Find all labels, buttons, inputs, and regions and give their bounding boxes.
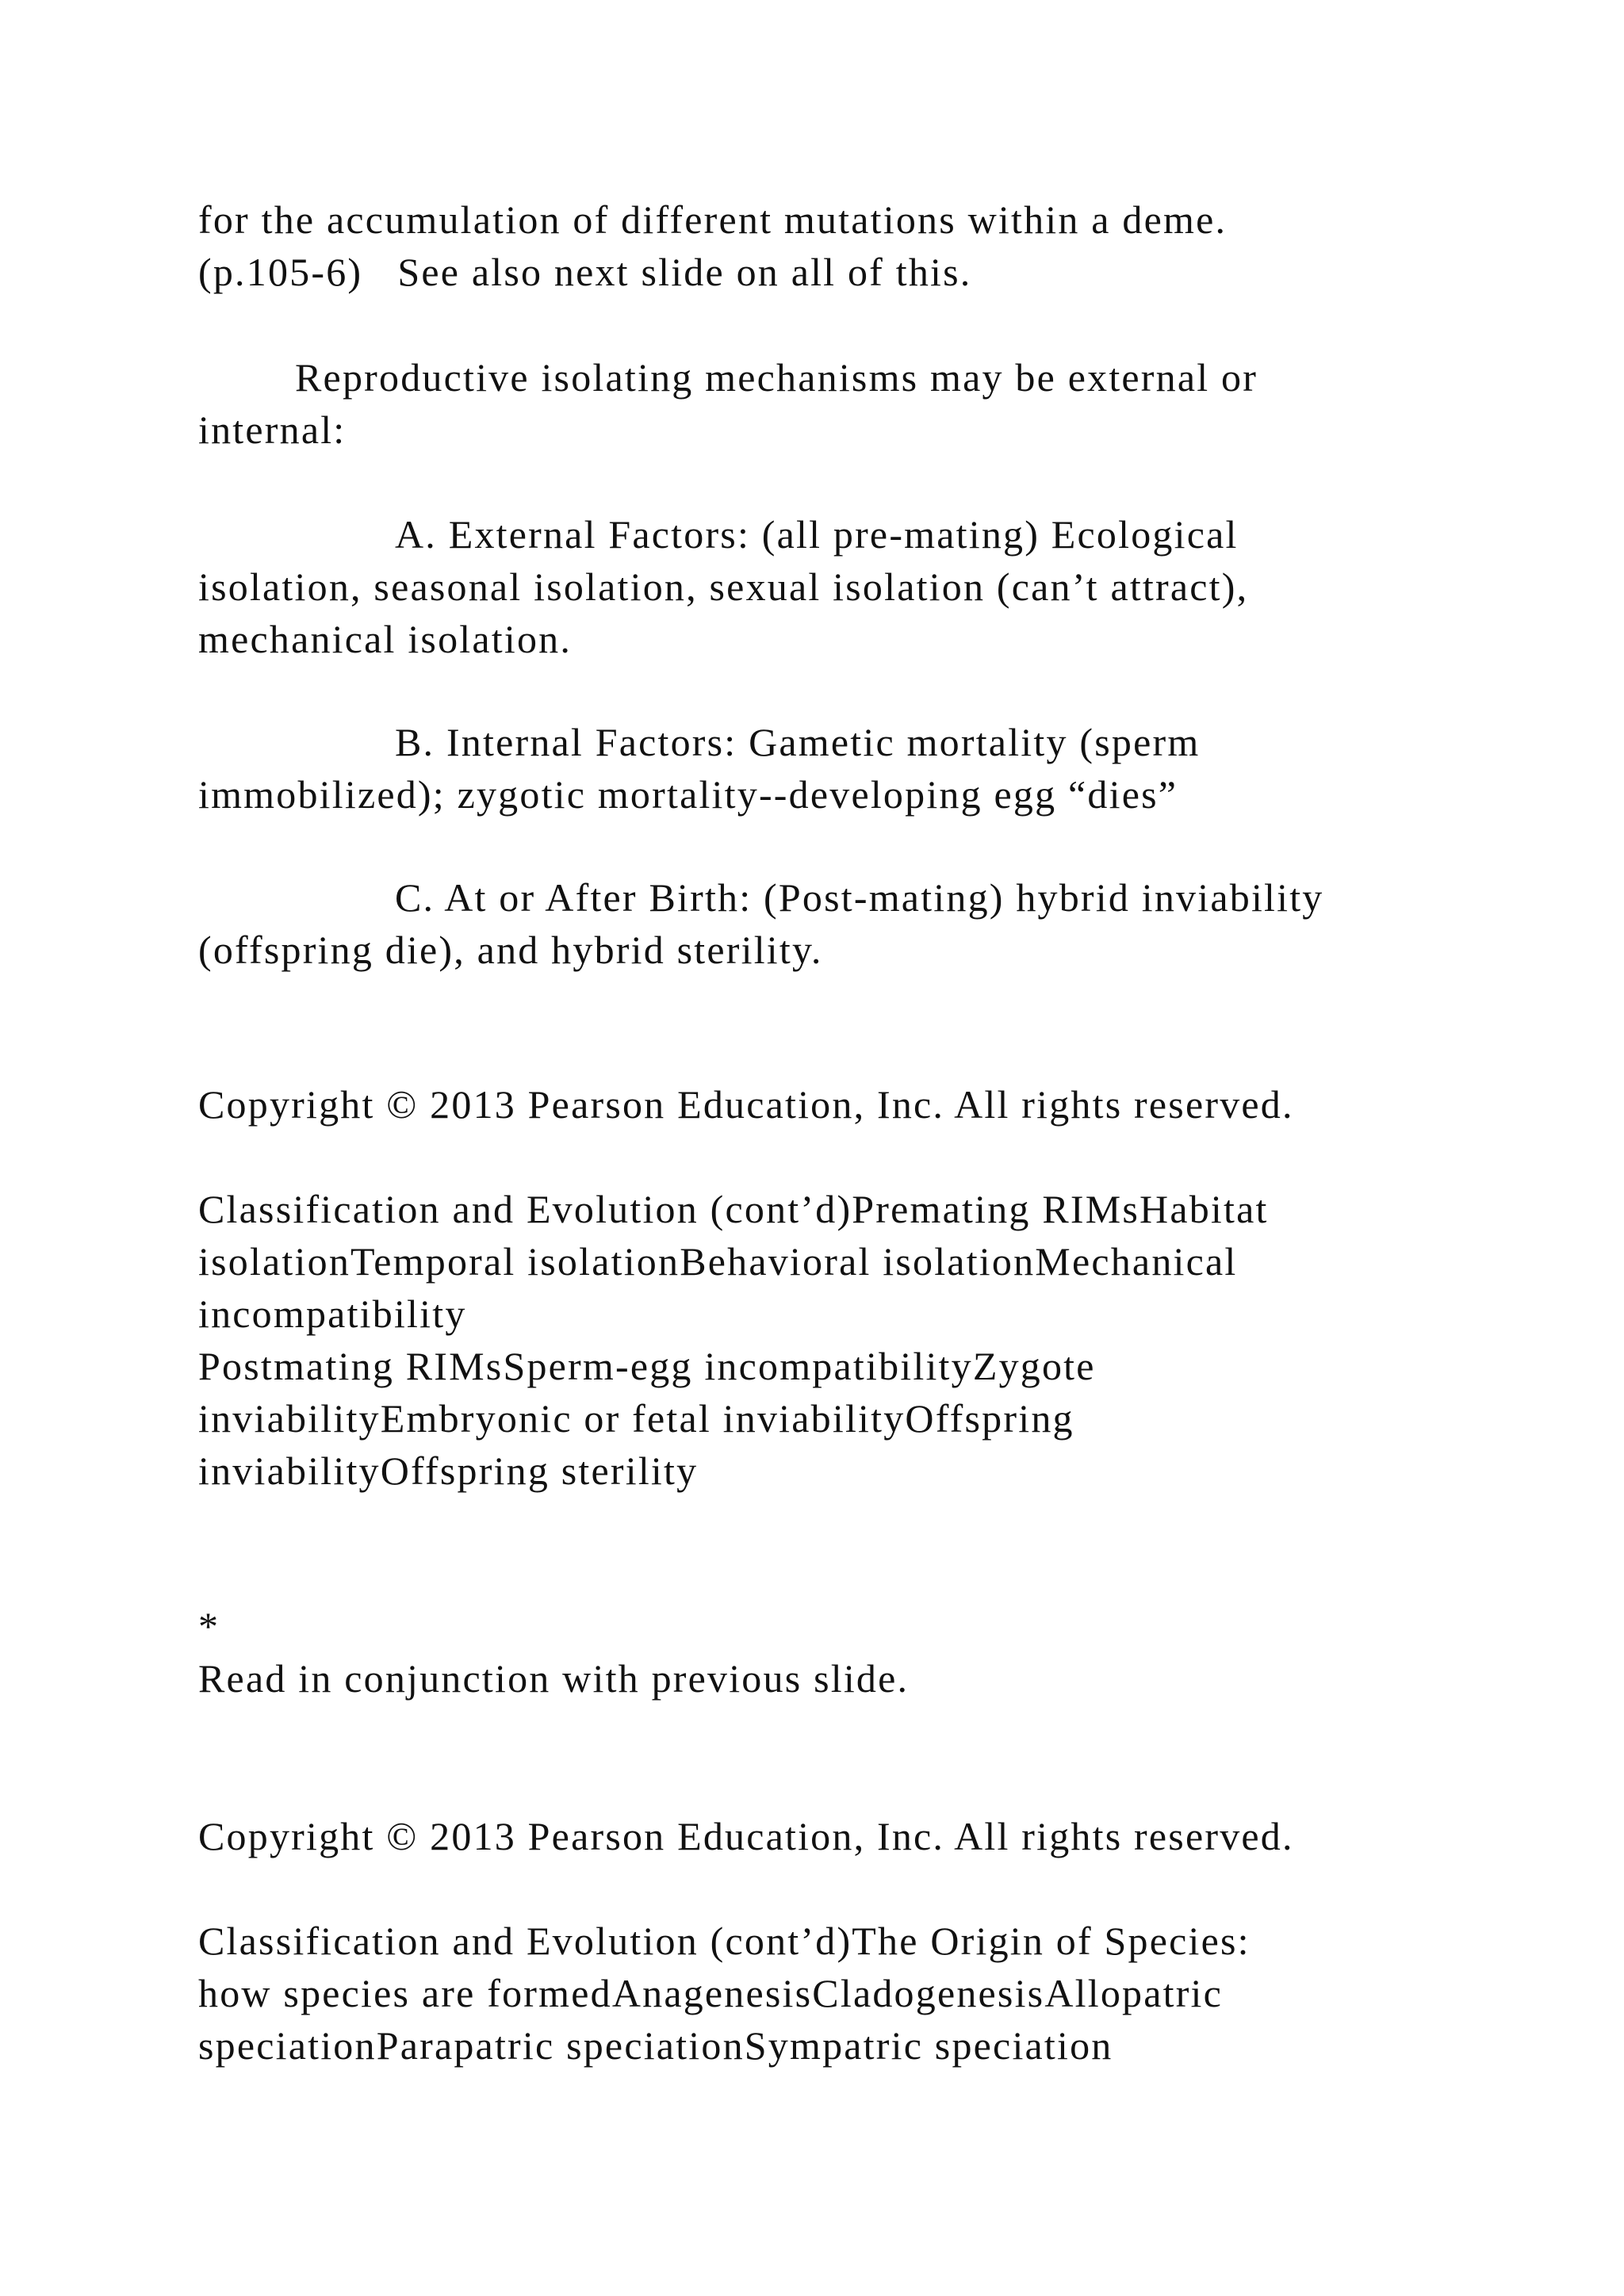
internal-factors-line-1: B. Internal Factors: Gametic mortality (sperm [395,720,1201,764]
slide-origin-line-2: how species are formedAnagenesisCladogenesisAllopatric [198,1971,1224,2015]
copyright-notice-2: Copyright © 2013 Pearson Education, Inc. All rights reserved. [198,1814,1294,1858]
external-factors-line-1: A. External Factors: (all pre-mating) Ecological [395,512,1239,557]
slide-rims-line-1: Classification and Evolution (cont’d)Premating RIMsHabitat [198,1187,1269,1231]
external-factors-line-3: mechanical isolation. [198,617,573,661]
at-after-birth-line-2: (offspring die), and hybrid sterility. [198,928,823,972]
slide-origin-line-3: speciationParapatric speciationSympatric speciation [198,2023,1113,2068]
slide-rims-line-4: Postmating RIMsSperm-egg incompatibilityZygote [198,1344,1096,1388]
external-factors-line-2: isolation, seasonal isolation, sexual isolation (can’t attract), [198,564,1249,609]
slide-rims-line-3: incompatibility [198,1292,467,1336]
intro-line-1: for the accumulation of different mutations within a deme. [198,197,1228,242]
copyright-notice-1: Copyright © 2013 Pearson Education, Inc. All rights reserved. [198,1082,1294,1127]
at-after-birth-line-1: C. At or After Birth: (Post-mating) hybrid inviability [395,875,1324,920]
slide-origin-line-1: Classification and Evolution (cont’d)The Origin of Species: [198,1919,1251,1963]
asterisk-marker: * [198,1604,220,1648]
internal-factors-line-2: immobilized); zygotic mortality--developing egg “dies” [198,772,1178,817]
slide-rims-line-6: inviabilityOffspring sterility [198,1448,699,1493]
note-line: Read in conjunction with previous slide. [198,1656,910,1701]
rim-intro-line-1: Reproductive isolating mechanisms may be external or [295,355,1258,400]
slide-rims-line-5: inviabilityEmbryonic or fetal inviabilityOffspring [198,1396,1074,1441]
intro-line-2: (p.105-6) See also next slide on all of this. [198,250,972,294]
rim-intro-line-2: internal: [198,408,347,452]
slide-rims-line-2: isolationTemporal isolationBehavioral isolationMechanical [198,1239,1238,1284]
